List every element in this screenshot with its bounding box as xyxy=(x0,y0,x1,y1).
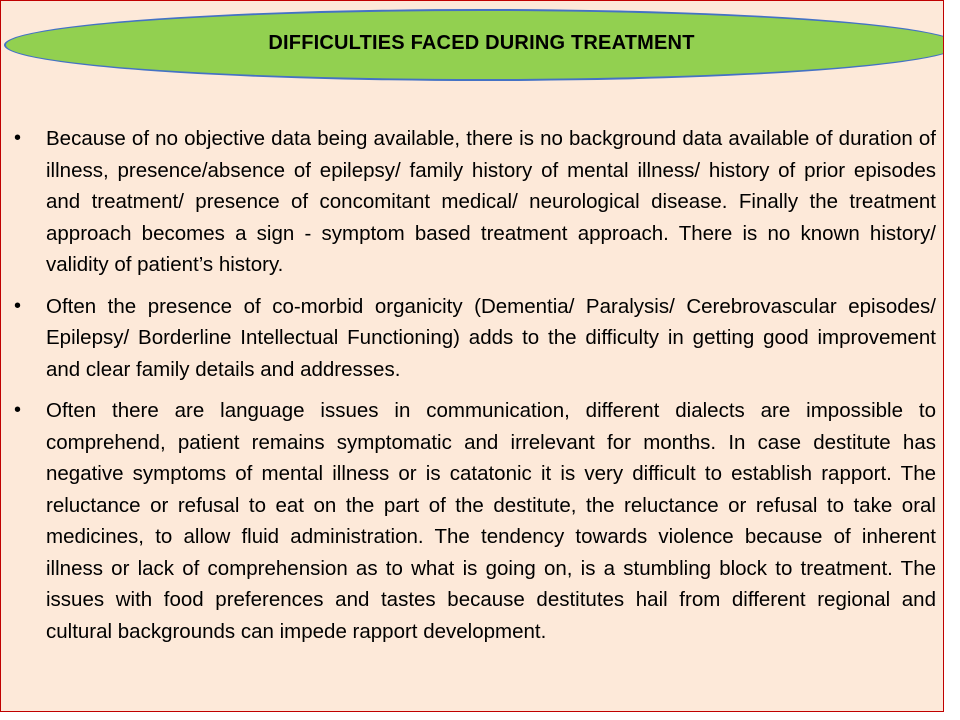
title-banner xyxy=(4,9,944,81)
bullet-list xyxy=(14,123,936,657)
bullet-item xyxy=(14,123,936,281)
bullet-text: Often there are language issues in communication, different dialects are impossible to comprehend, patient remains symptomatic and irrelevant for months. In case destitute has negative symptoms of mental illness or is catatonic it is very difficult to establish rapport. The reluctance or refusal to eat on the part of the destitute, the reluctance or refusal to take oral medicines, to allow fluid administration. The tendency towards violence because of inherent illness or lack of comprehension as to what is going on, is a stumbling block to treatment. The issues with food preferences and tastes because destitutes hail from different regional and cultural backgrounds can impede rapport development. xyxy=(46,399,936,643)
slide-title: DIFFICULTIES FACED DURING TREATMENT xyxy=(268,31,695,54)
bullet-item xyxy=(14,291,936,386)
bullet-text: Because of no objective data being available, there is no background data available of duration of illness, presence/absence of epilepsy/ family history of mental illness/ history of prior episodes and treatment/ presence of concomitant medical/ neurological disease. Finally the treatment approach becomes a sign - symptom based treatment approach. There is no known history/ validity of patient’s history. xyxy=(46,127,936,276)
bullet-icon: • xyxy=(14,294,22,317)
bullet-icon: • xyxy=(14,399,22,421)
bullet-icon: • xyxy=(14,127,22,149)
bullet-text: Often the presence of co-morbid organicity (Dementia/ Paralysis/ Cerebrovascular episodes/ Epilepsy/ Borderline Intellectual Functioning) adds to the difficulty in getting good improvement and clear family details and addresses. xyxy=(46,294,936,381)
bullet-item xyxy=(14,395,936,647)
